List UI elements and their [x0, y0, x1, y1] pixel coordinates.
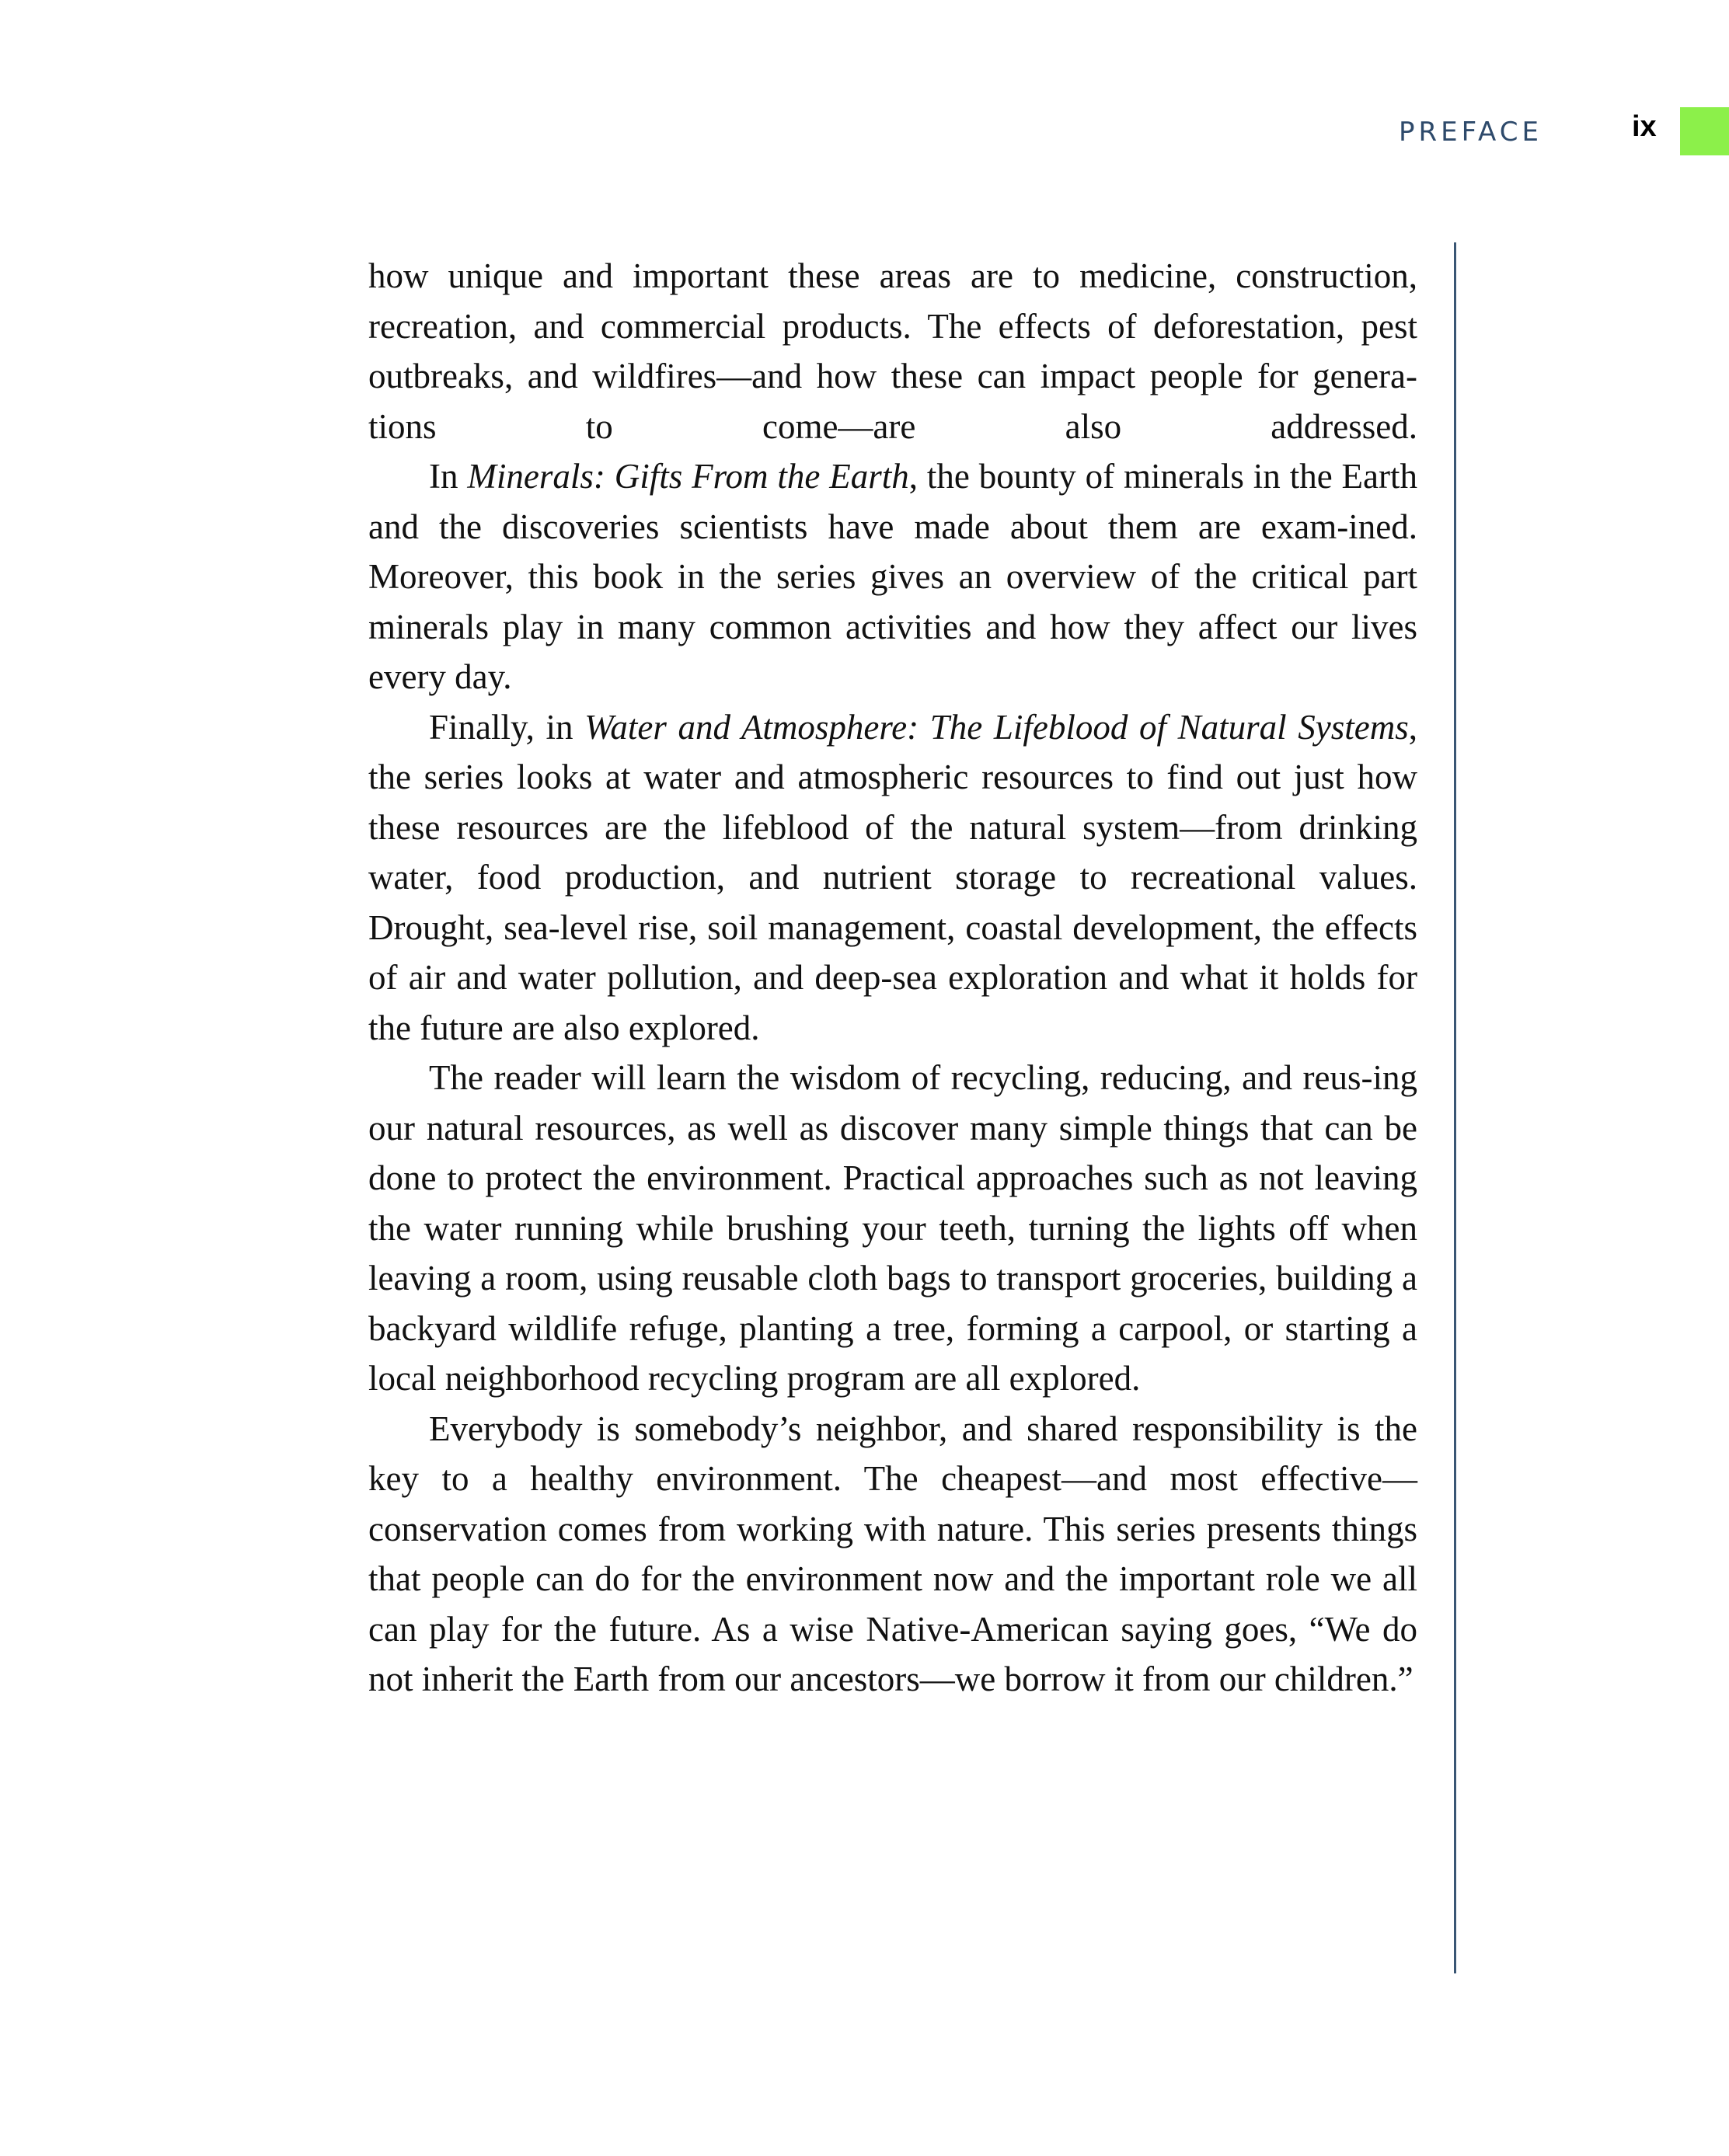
- page-number: ix: [1632, 110, 1657, 143]
- paragraph-2: [368, 451, 1417, 702]
- paragraph-2-text-a: In: [429, 457, 468, 496]
- margin-rule: [1454, 242, 1456, 1973]
- paragraph-1-text: how unique and important these areas are to medicine, construction, recreation, and commercial products. The effects of deforestation, pest outbreaks, and wildfires—and how these can impact people for genera-tions to come—are also addressed.: [368, 256, 1417, 446]
- paragraph-4-text: The reader will learn the wisdom of recycling, reducing, and reus-ing our natural resources, as well as discover many simple things that can be done to protect the environment. Practical approaches such as not leaving the water running while brushing your teeth, turning the lights off when leaving a room, using reusable cloth bags to transport groceries, building a backyard wildlife refuge, planting a tree, forming a carpool, or starting a local neighborhood recycling program are all explored.: [368, 1058, 1417, 1398]
- book-title-minerals: Minerals: Gifts From the Earth: [467, 457, 909, 496]
- page-tab-marker: [1680, 107, 1729, 155]
- paragraph-3-text-b: , the series looks at water and atmospheric resources to find out just how these resources are the lifeblood of the natural system—from drinking water, food production, and nutrient storage to recreational values. Drought, sea-level rise, soil management, coastal development, the effects of air and water pollution, and deep-sea exploration and what it holds for the future are also explored.: [368, 707, 1417, 1047]
- paragraph-2-text-b: , the bounty of minerals in the Earth and the discoveries scientists have made about them are exam-ined. Moreover, this book in the series gives an overview of the critical part minerals play in many common activities and how they affect our lives every day.: [368, 457, 1417, 696]
- paragraph-3: [368, 702, 1417, 1054]
- paragraph-4: [368, 1053, 1417, 1404]
- section-label: PREFACE: [1399, 117, 1543, 148]
- book-title-water: Water and Atmosphere: The Lifeblood of Natural Systems: [584, 707, 1409, 747]
- paragraph-1: [368, 251, 1417, 451]
- paragraph-3-text-a: Finally, in: [429, 707, 585, 747]
- body-text: [368, 251, 1417, 1705]
- paragraph-5: [368, 1404, 1417, 1705]
- paragraph-5-text: Everybody is somebody’s neighbor, and shared responsibility is the key to a healthy environment. The cheapest—and most effective—conservation comes from working with nature. This series presents things that people can do for the environment now and the important role we all can play for the future. As a wise Native-American saying goes, “We do not inherit the Earth from our ancestors—we borrow it from our children.”: [368, 1409, 1417, 1698]
